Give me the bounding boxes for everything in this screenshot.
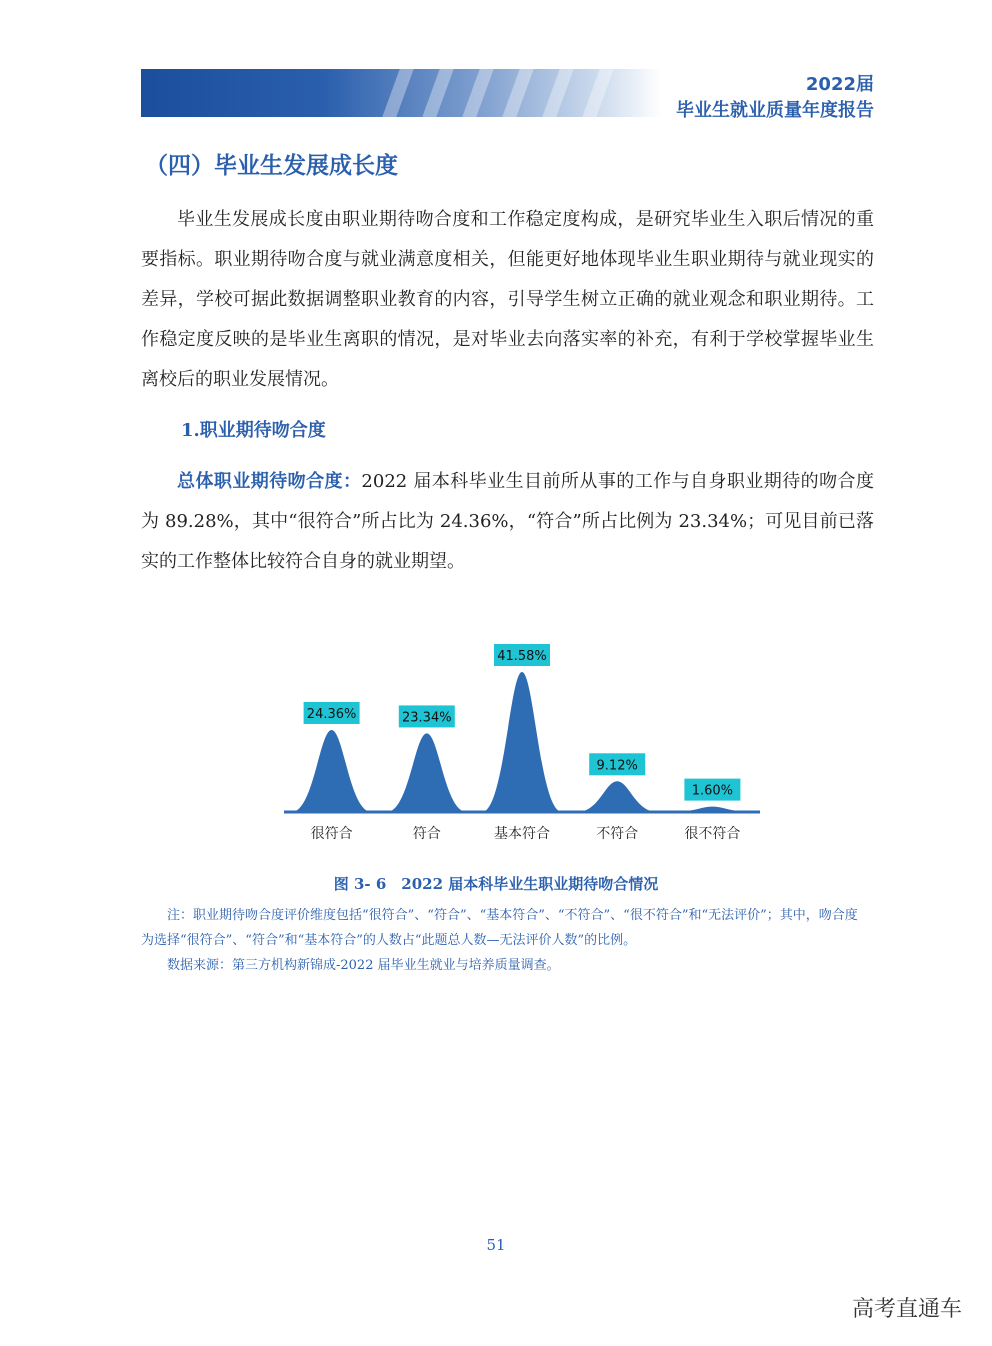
note-text: 注：职业期待吻合度评价维度包括“很符合”、“符合”、“基本符合”、“不符合”、“很不符合”和“无法评价”；其中，吻合度为选择“很符合”、“符合”和“基本符合”的人数占“此题总人数—无法评价人数”的比例。 <box>141 908 858 948</box>
peak-1 <box>387 733 467 812</box>
category-label-3: 不符合 <box>596 826 639 842</box>
source-text: 数据来源：第三方机构新锦成-2022 届毕业生就业与培养质量调查。 <box>167 958 560 973</box>
peak-2 <box>482 672 562 812</box>
peak-0 <box>292 730 372 812</box>
value-label-1: 23.34% <box>402 710 452 726</box>
category-label-1: 符合 <box>412 826 441 842</box>
category-label-4: 很不符合 <box>684 826 741 842</box>
category-label-0: 很符合 <box>310 826 353 842</box>
intro-paragraph <box>141 200 874 400</box>
value-label-3: 9.12% <box>596 758 638 774</box>
header-banner <box>141 69 661 117</box>
category-label-2: 基本符合 <box>494 826 550 842</box>
fit-paragraph <box>141 462 874 582</box>
fit-lead: 总体职业期待吻合度： <box>177 471 362 492</box>
figure-note <box>141 903 866 978</box>
value-label-0: 24.36% <box>306 706 357 722</box>
header-title: 毕业生就业质量年度报告 <box>676 100 874 121</box>
watermark: 高考直通车 <box>851 1297 962 1322</box>
fit-body: 2022 届本科毕业生目前所从事的工作与自身职业期待的吻合度为 89.28%，其中“很符合”所占比为 24.36%，“符合”所占比例为 23.34%；可见目前已落实的工作整体比较符合自身的就业期望。 <box>141 471 874 572</box>
value-label-2: 41.58% <box>497 649 547 664</box>
figure-caption: 图 3- 6 2022 届本科毕业生职业期待吻合情况 <box>333 875 659 893</box>
value-label-4: 1.60% <box>691 783 734 799</box>
section-title: （四）毕业生发展成长度 <box>145 153 398 179</box>
peak-3 <box>577 781 657 812</box>
intro-text: 毕业生发展成长度由职业期待吻合度和工作稳定度构成，是研究毕业生入职后情况的重要指标。职业期待吻合度与就业满意度相关，但能更好地体现毕业生职业期待与就业现实的差异，学校可据此数据调整职业教育的内容，引导学生树立正确的就业观念和职业期待。工作稳定度反映的是毕业生离职的情况，是对毕业去向落实率的补充，有利于学校掌握毕业生离校后的职业发展情况。 <box>141 209 874 390</box>
page-number: 51 <box>486 1236 506 1254</box>
fit-chart <box>270 600 770 855</box>
subsection-heading: 1.职业期待吻合度 <box>181 420 326 441</box>
header-year: 2022届 <box>805 74 874 95</box>
